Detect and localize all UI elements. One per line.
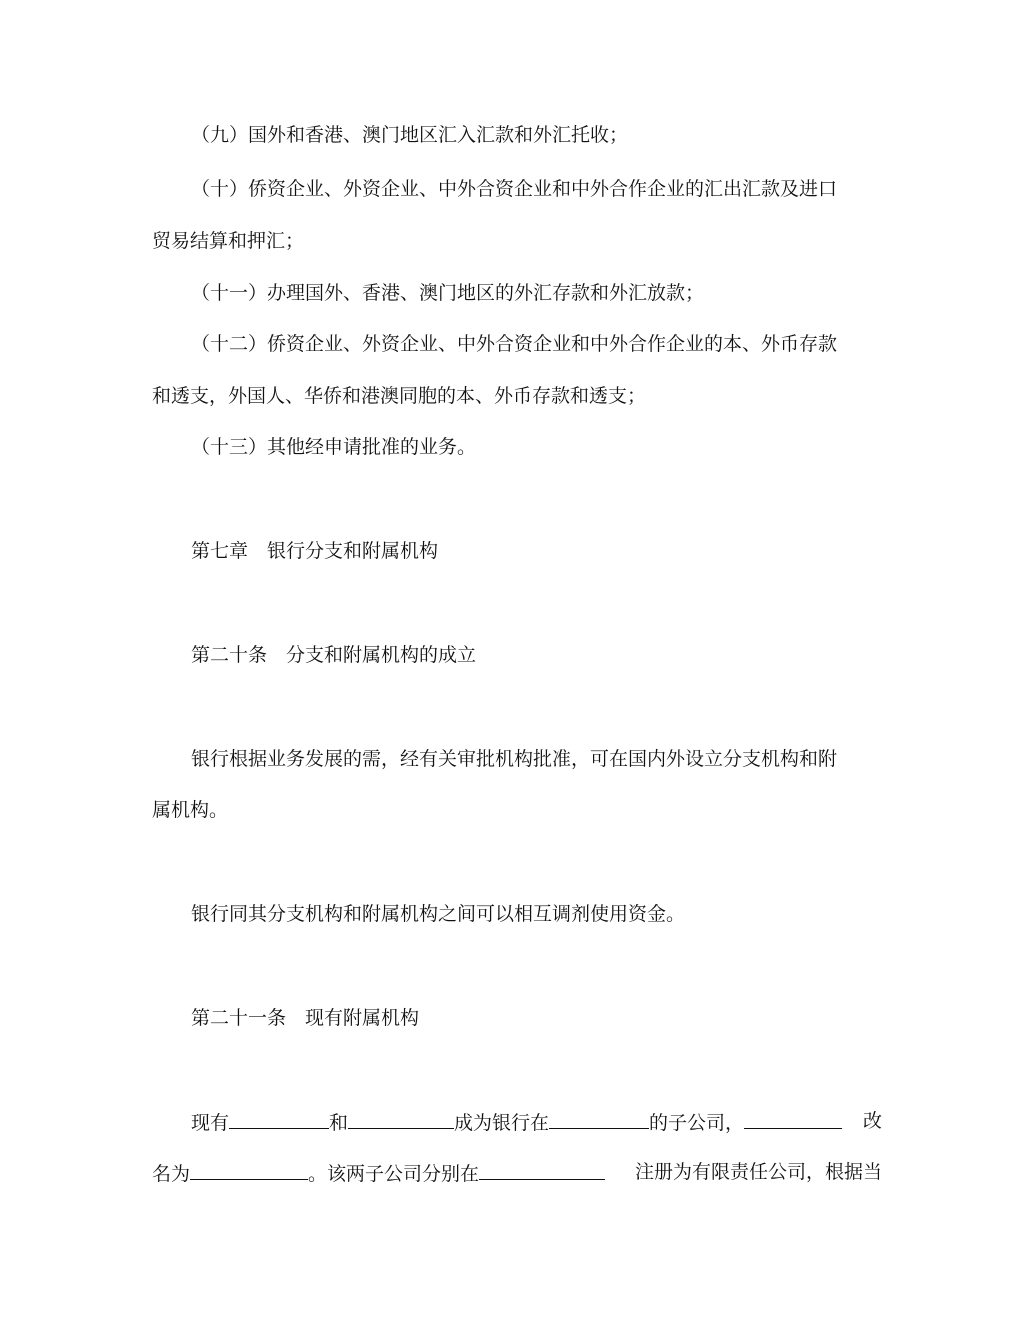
text-segment xyxy=(191,1108,842,1136)
chapter-heading: 第七章 银行分支和附属机构 xyxy=(191,540,439,562)
blank-field xyxy=(190,1159,308,1180)
list-item-10-line-2: 贸易结算和押汇； xyxy=(152,230,305,252)
list-item-12-line-1: （十二）侨资企业、外资企业、中外合资企业和中外合作企业的本、外币存款 xyxy=(191,333,838,355)
blank-field xyxy=(348,1108,454,1129)
article-20-heading: 第二十条 分支和附属机构的成立 xyxy=(191,644,477,666)
article-20-paragraph-2: 银行同其分支机构和附属机构之间可以相互调剂使用资金。 xyxy=(191,903,686,925)
blank-field xyxy=(744,1108,842,1129)
text-segment xyxy=(152,1159,605,1187)
text-segment: 的子公司， xyxy=(649,1112,745,1134)
text-segment: 注册为有限责任公司，根据当 xyxy=(634,1161,882,1183)
text-segment: 成为银行在 xyxy=(454,1112,550,1134)
text-segment: 。该两子公司分别在 xyxy=(308,1163,480,1185)
article-20-paragraph-1-line-2: 属机构。 xyxy=(152,799,229,821)
list-item-9: （九）国外和香港、澳门地区汇入汇款和外汇托收； xyxy=(191,124,629,146)
article-21-line-2 xyxy=(152,1159,882,1187)
article-21-heading: 第二十一条 现有附属机构 xyxy=(191,1007,420,1029)
text-segment: 现有 xyxy=(191,1112,230,1134)
list-item-10-line-1: （十）侨资企业、外资企业、中外合资企业和中外合作企业的汇出汇款及进口 xyxy=(191,178,838,200)
blank-field xyxy=(479,1159,605,1180)
list-item-13: （十三）其他经申请批准的业务。 xyxy=(191,436,477,458)
text-segment: 名为 xyxy=(152,1163,191,1185)
text-segment: 改 xyxy=(862,1110,882,1132)
text-segment: 和 xyxy=(329,1112,349,1134)
blank-field xyxy=(229,1108,329,1129)
list-item-11: （十一）办理国外、香港、澳门地区的外汇存款和外汇放款； xyxy=(191,282,705,304)
list-item-12-line-2: 和透支，外国人、华侨和港澳同胞的本、外币存款和透支； xyxy=(152,385,647,407)
article-21-line-1 xyxy=(191,1108,882,1136)
blank-field xyxy=(549,1108,649,1129)
article-20-paragraph-1-line-1: 银行根据业务发展的需，经有关审批机构批准，可在国内外设立分支机构和附 xyxy=(191,748,838,770)
